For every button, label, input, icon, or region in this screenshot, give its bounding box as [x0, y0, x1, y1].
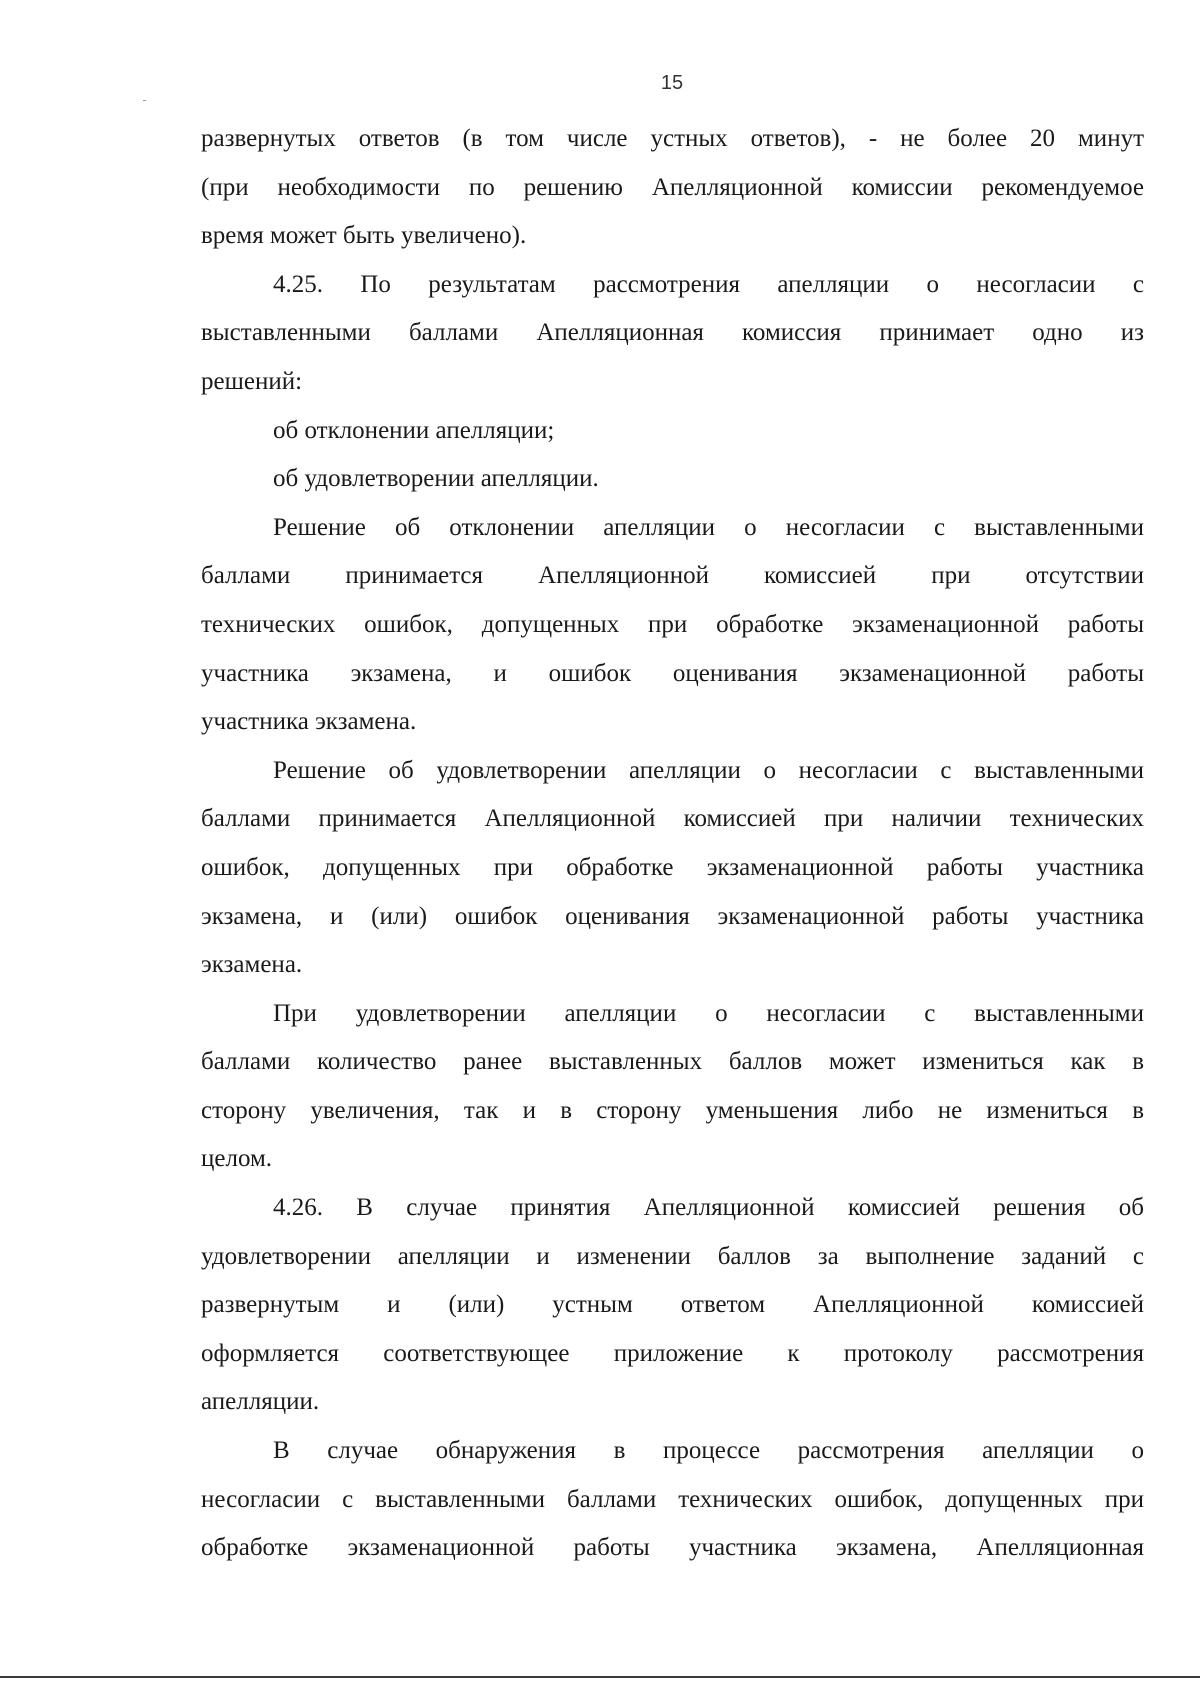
text-line: 4.25. По результатам рассмотрения апелляции о несогласии с	[273, 270, 1144, 298]
text-line: об удовлетворении апелляции.	[273, 465, 599, 493]
text-line: баллами принимается Апелляционной комиссией при отсутствии	[201, 562, 1144, 590]
text-line: время может быть увеличено).	[201, 222, 527, 250]
text-line: решений:	[201, 367, 303, 395]
text-line: сторону увеличения, так и в сторону уменьшения либо не измениться в	[201, 1096, 1144, 1124]
text-line: баллами количество ранее выставленных баллов может измениться как в	[201, 1048, 1144, 1076]
text-line: участника экзамена, и ошибок оценивания экзаменационной работы	[201, 659, 1144, 687]
bottom-scan-edge	[0, 1676, 1200, 1678]
text-line: В случае обнаружения в процессе рассмотрения апелляции о	[273, 1437, 1144, 1465]
text-line: апелляции.	[201, 1388, 320, 1416]
text-line: целом.	[201, 1145, 273, 1173]
text-line: развернутых ответов (в том числе устных ответов), - не более 20 минут	[201, 125, 1144, 152]
body-text	[201, 115, 1144, 1573]
text-line: При удовлетворении апелляции о несогласии с выставленными	[273, 999, 1144, 1027]
text-line: экзамена.	[201, 951, 303, 979]
scan-margin-mark	[143, 100, 146, 101]
text-line: развернутым и (или) устным ответом Апелляционной комиссией	[201, 1291, 1144, 1319]
page-number: 15	[660, 72, 684, 94]
text-line: Решение об удовлетворении апелляции о несогласии с выставленными	[273, 756, 1144, 784]
text-line: выставленными баллами Апелляционная комиссия принимает одно из	[201, 319, 1144, 347]
text-line: участника экзамена.	[201, 708, 417, 736]
text-line: оформляется соответствующее приложение к протоколу рассмотрения	[201, 1339, 1144, 1367]
text-line: ошибок, допущенных при обработке экзаменационной работы участника	[201, 853, 1144, 881]
text-line: Решение об отклонении апелляции о несогласии с выставленными	[273, 513, 1144, 541]
text-line: обработке экзаменационной работы участника экзамена, Апелляционная	[201, 1534, 1144, 1562]
text-line: об отклонении апелляции;	[273, 416, 555, 444]
text-line: 4.26. В случае принятия Апелляционной комиссией решения об	[273, 1194, 1144, 1222]
text-line: удовлетворении апелляции и изменении баллов за выполнение заданий с	[201, 1242, 1144, 1270]
text-line: несогласии с выставленными баллами технических ошибок, допущенных при	[201, 1485, 1144, 1513]
text-line: технических ошибок, допущенных при обработке экзаменационной работы	[201, 610, 1144, 638]
text-line: баллами принимается Апелляционной комиссией при наличии технических	[201, 805, 1144, 833]
text-line: (при необходимости по решению Апелляционной комиссии рекомендуемое	[201, 173, 1144, 201]
text-line: экзамена, и (или) ошибок оценивания экзаменационной работы участника	[201, 902, 1144, 930]
